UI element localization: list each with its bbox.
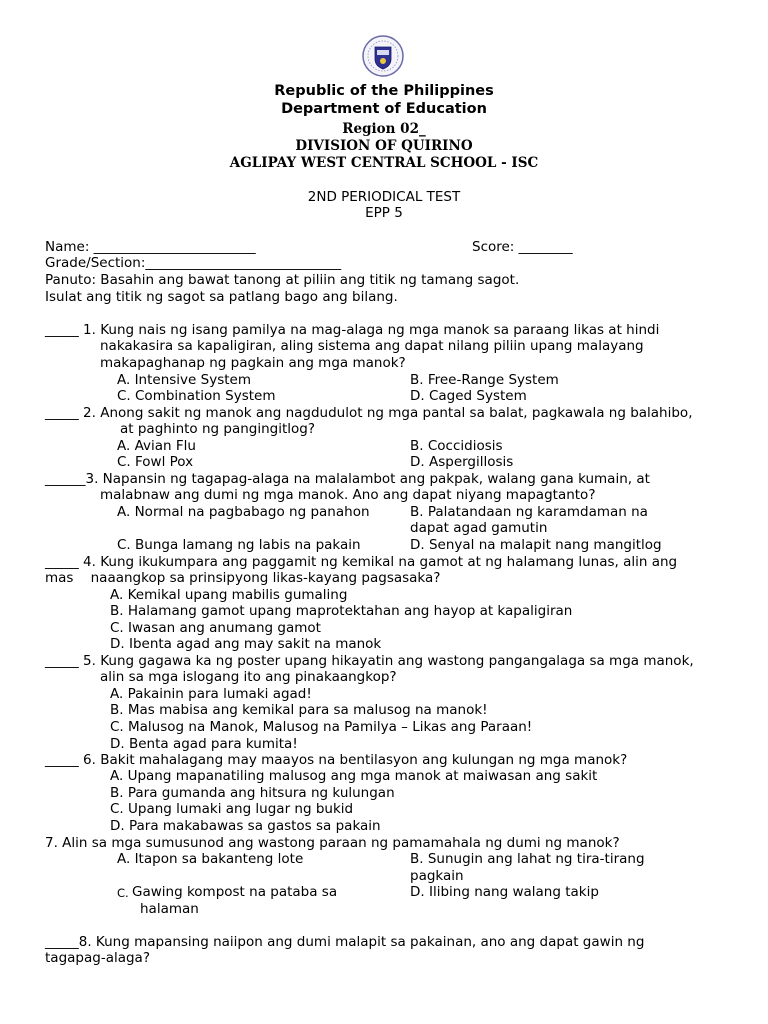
question-3-choice-d: D. Senyal na malapit nang mangitlog bbox=[410, 537, 662, 553]
question-5-choice-a: A. Pakainin para lumaki agad! bbox=[110, 686, 312, 702]
question-7-choice-c-letter: C. bbox=[117, 886, 129, 900]
question-3-line-1: ______3. Napansin ng tagapag-alaga na malalambot ang pakpak, walang gana kumain, at bbox=[45, 471, 650, 487]
question-5-choice-b: B. Mas mabisa ang kemikal para sa malusog na manok! bbox=[110, 702, 488, 718]
question-1-choice-d: D. Caged System bbox=[410, 388, 527, 404]
question-3-choice-c: C. Bunga lamang ng labis na pakain bbox=[117, 537, 361, 553]
question-2-line-2: at paghinto ng pangingitlog? bbox=[120, 421, 316, 437]
score-field: Score: ________ bbox=[472, 239, 573, 255]
test-title: 2ND PERIODICAL TEST bbox=[307, 189, 461, 205]
question-6-choice-a: A. Upang mapanatiling malusog ang mga manok at maiwasan ang sakit bbox=[110, 768, 598, 784]
question-7-choice-c-line-2: halaman bbox=[140, 901, 199, 917]
question-7-choice-b-line-2: pagkain bbox=[410, 868, 464, 884]
question-6-choice-c: C. Upang lumaki ang lugar ng bukid bbox=[110, 801, 354, 817]
question-4-choice-a: A. Kemikal upang mabilis gumaling bbox=[110, 587, 348, 603]
instructions-line-2: Isulat ang titik ng sagot sa patlang bago ang bilang. bbox=[45, 289, 398, 305]
question-4-line-1: _____ 4. Kung ikukumpara ang paggamit ng kemikal na gamot at ng halamang lunas, alin ang bbox=[45, 554, 678, 570]
question-7-choice-a: A. Itapon sa bakanteng lote bbox=[117, 851, 304, 867]
question-6-choice-d: D. Para makabawas sa gastos sa pakain bbox=[110, 818, 381, 834]
question-2-choice-c: C. Fowl Pox bbox=[117, 454, 194, 470]
question-1-line-1: _____ 1. Kung nais ng isang pamilya na mag-alaga ng mga manok sa paraang likas at hindi bbox=[45, 322, 660, 338]
subject-title: EPP 5 bbox=[365, 205, 403, 221]
question-3-line-2: malabnaw ang dumi ng mga manok. Ano ang dapat niyang mapagtanto? bbox=[100, 487, 596, 503]
question-2-choice-b: B. Coccidiosis bbox=[410, 438, 503, 454]
question-8-line-2: tagapag-alaga? bbox=[45, 950, 150, 966]
grade-section-field: Grade/Section:_____________________________ bbox=[45, 255, 342, 271]
question-2-choice-d: D. Aspergillosis bbox=[410, 454, 514, 470]
question-1-line-2: nakakasira sa kapaligiran, aling sistema ang dapat nilang piliin upang malayang bbox=[100, 338, 644, 354]
question-2-line-1: _____ 2. Anong sakit ng manok ang nagdudulot ng mga pantal sa balat, pagkawala ng balahibo, bbox=[45, 405, 693, 421]
question-6-choice-b: B. Para gumanda ang hitsura ng kulungan bbox=[110, 785, 395, 801]
department-heading: Department of Education bbox=[281, 101, 487, 117]
deped-seal-icon bbox=[362, 35, 404, 77]
question-1-line-3: makapaghanap ng pagkain ang mga manok? bbox=[100, 355, 406, 371]
question-2-choice-a: A. Avian Flu bbox=[117, 438, 196, 454]
question-5-choice-d: D. Benta agad para kumita! bbox=[110, 736, 298, 752]
question-8-line-1: _____8. Kung mapansing naiipon ang dumi malapit sa pakainan, ano ang dapat gawin ng bbox=[45, 934, 645, 950]
question-4-line-2: mas naaangkop sa prinsipyong likas-kayang pagsasaka? bbox=[45, 570, 441, 586]
question-3-choice-b-line-1: B. Palatandaan ng karamdaman na bbox=[410, 504, 648, 520]
region-heading: Region 02_ bbox=[342, 121, 426, 137]
question-1-choice-b: B. Free-Range System bbox=[410, 372, 559, 388]
question-7-line-1: 7. Alin sa mga sumusunod ang wastong paraan ng pamamahala ng dumi ng manok? bbox=[45, 835, 620, 851]
question-7-choice-b-line-1: B. Sunugin ang lahat ng tira-tirang bbox=[410, 851, 645, 867]
question-3-choice-b-line-2: dapat agad gamutin bbox=[410, 520, 548, 536]
question-5-line-1: _____ 5. Kung gagawa ka ng poster upang hikayatin ang wastong pangangalaga sa mga manok, bbox=[45, 653, 694, 669]
question-1-choice-a: A. Intensive System bbox=[117, 372, 251, 388]
question-4-choice-d: D. Ibenta agad ang may sakit na manok bbox=[110, 636, 382, 652]
question-7-choice-d: D. Ilibing nang walang takip bbox=[410, 884, 599, 900]
question-5-choice-c: C. Malusog na Manok, Malusog na Pamilya – Likas ang Paraan! bbox=[110, 719, 533, 735]
question-3-choice-a: A. Normal na pagbabago ng panahon bbox=[117, 504, 370, 520]
question-4-choice-c: C. Iwasan ang anumang gamot bbox=[110, 620, 321, 636]
question-5-line-2: alin sa mga islogang ito ang pinakaangkop? bbox=[100, 669, 397, 685]
question-6-line-1: _____ 6. Bakit mahalagang may maayos na bentilasyon ang kulungan ng mga manok? bbox=[45, 752, 628, 768]
question-7-choice-c-line-1: Gawing kompost na pataba sa bbox=[132, 884, 338, 900]
republic-heading: Republic of the Philippines bbox=[274, 83, 494, 99]
instructions-line-1: Panuto: Basahin ang bawat tanong at piliin ang titik ng tamang sagot. bbox=[45, 272, 520, 288]
question-1-choice-c: C. Combination System bbox=[117, 388, 276, 404]
name-field: Name: ________________________ bbox=[45, 239, 256, 255]
question-4-choice-b: B. Halamang gamot upang maprotektahan ang hayop at kapaligiran bbox=[110, 603, 573, 619]
division-heading: DIVISION OF QUIRINO bbox=[295, 138, 473, 154]
school-heading: AGLIPAY WEST CENTRAL SCHOOL - ISC bbox=[229, 155, 539, 171]
